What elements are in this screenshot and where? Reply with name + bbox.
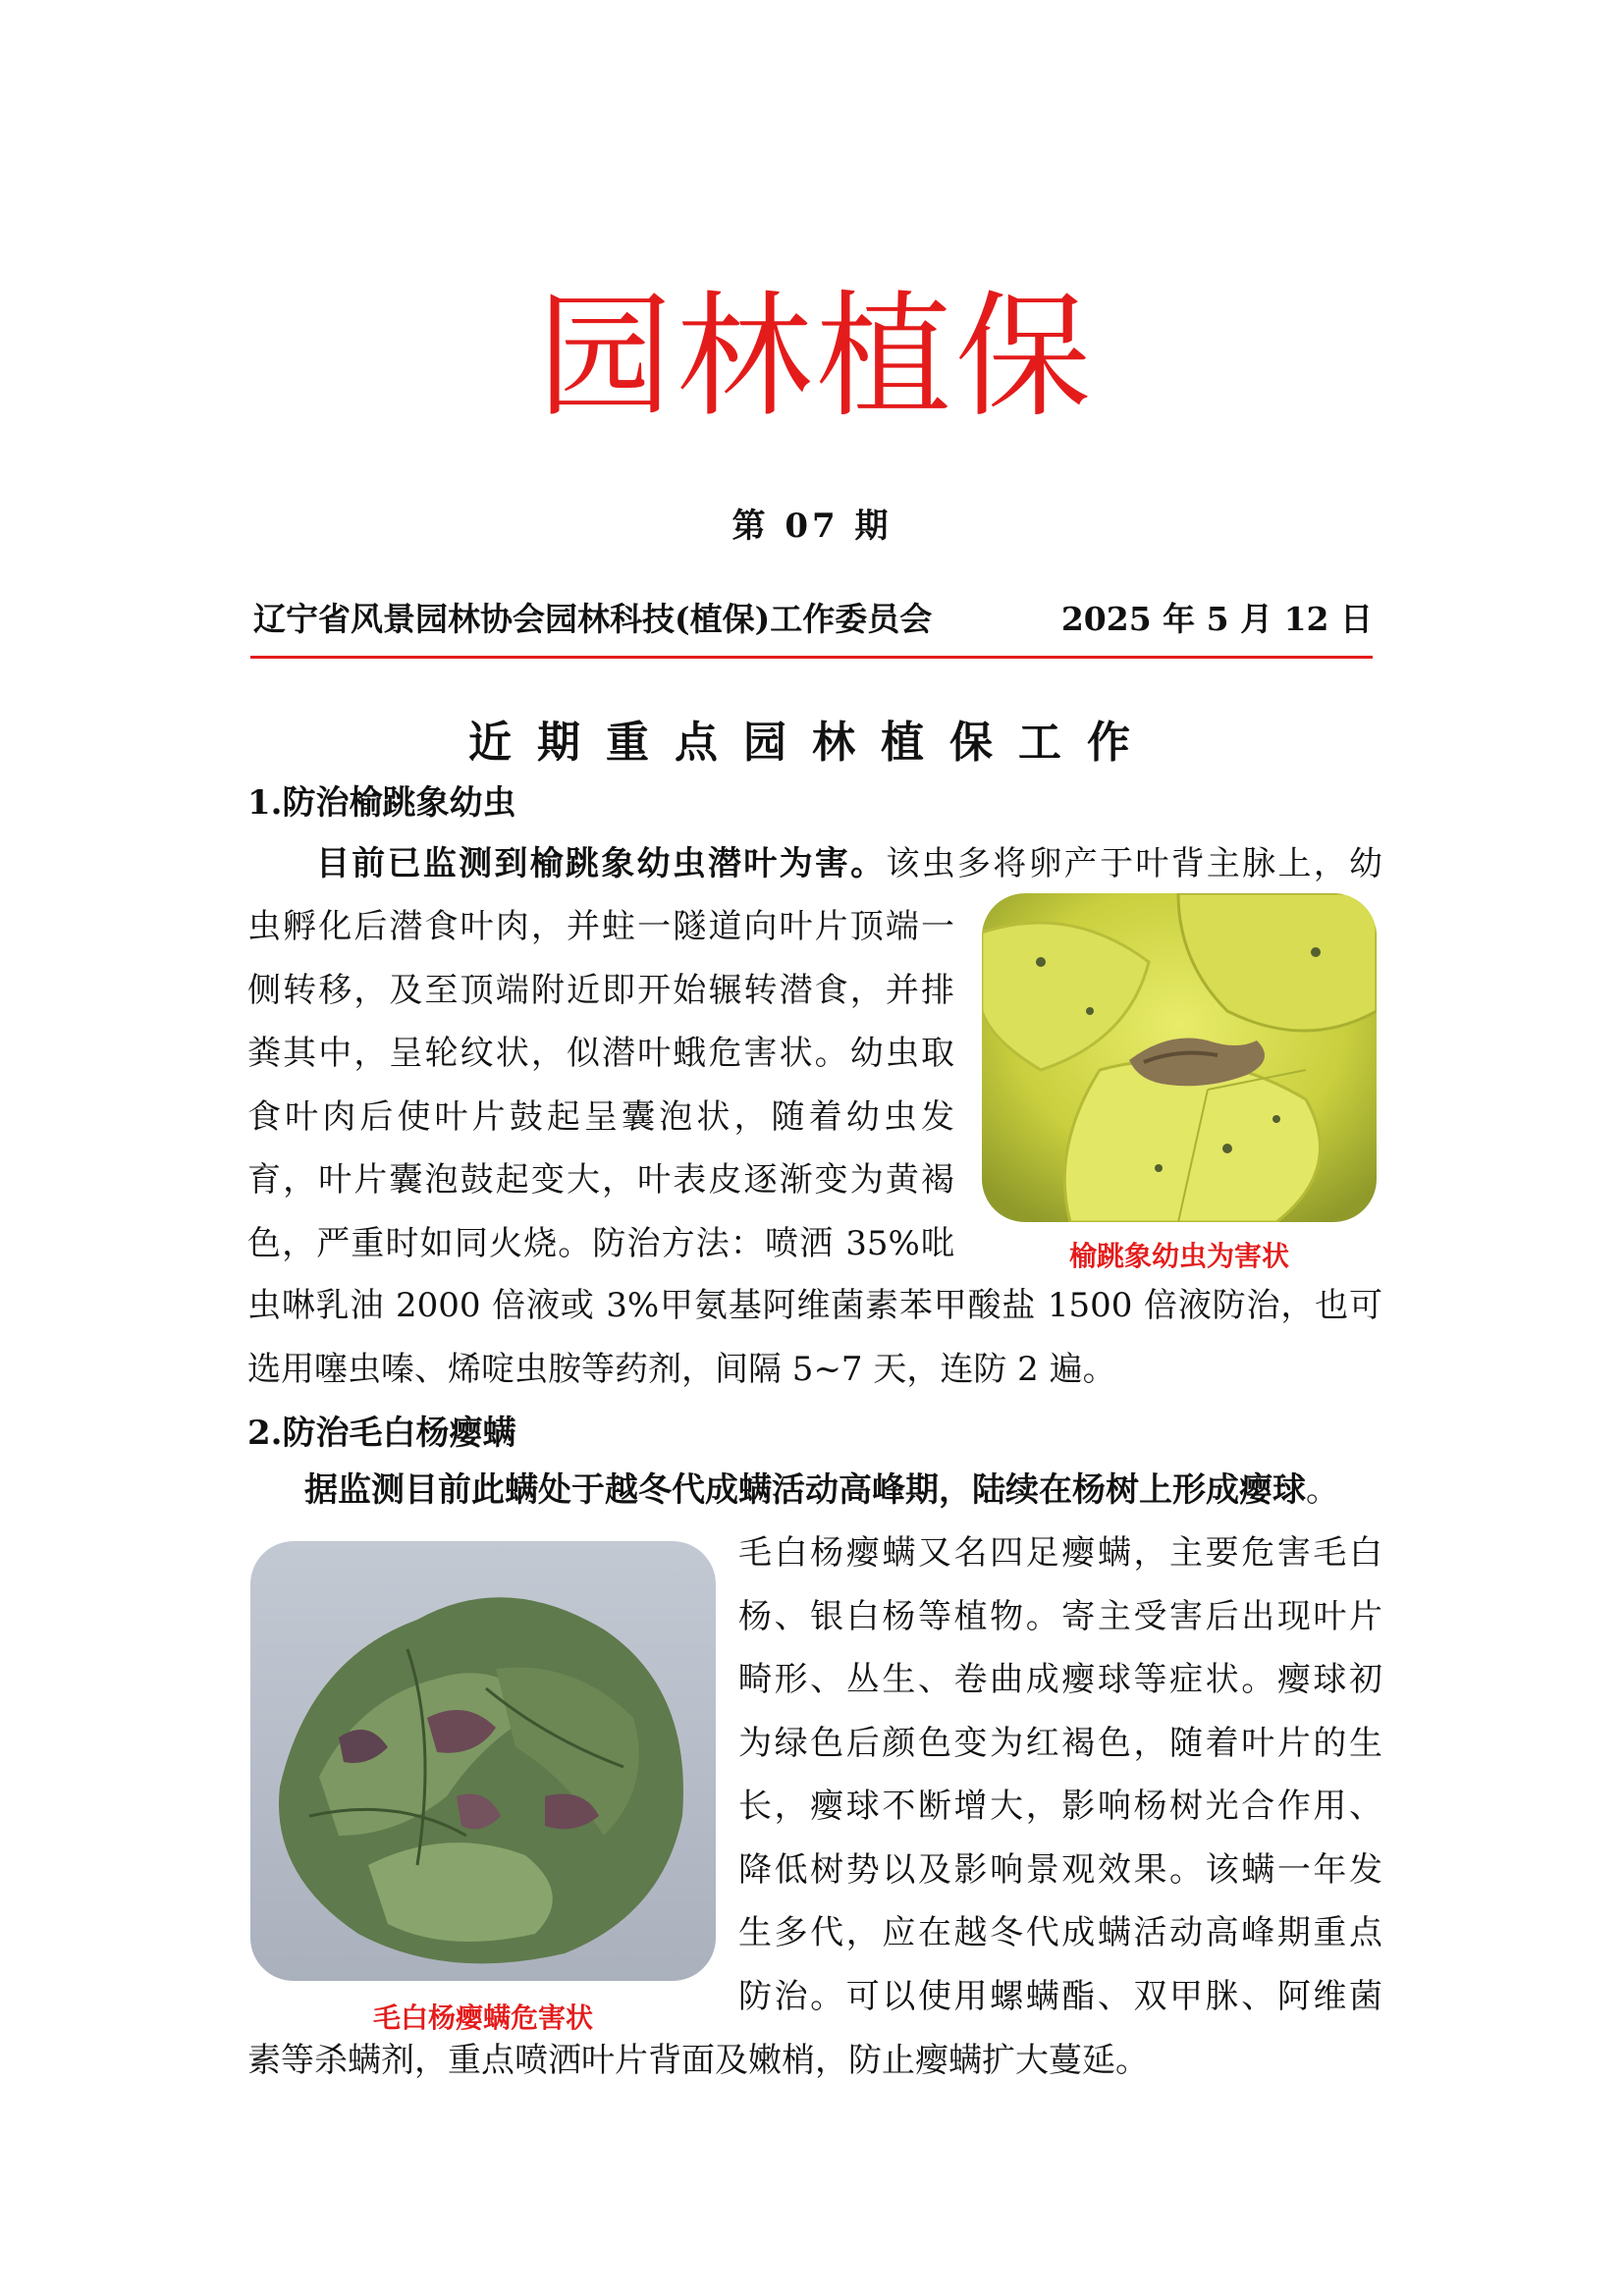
section1-wrap-text xyxy=(247,895,954,1275)
masthead-title: 园林植保 xyxy=(536,278,1095,436)
issue-number: 第 07 期 xyxy=(731,507,893,546)
poplar-gall-mite-photo xyxy=(250,1541,716,1981)
section1-title: 1.防治榆跳象幼虫 xyxy=(247,783,516,823)
publisher-row xyxy=(253,594,1373,640)
header-divider xyxy=(250,656,1373,659)
section1-wrap-line: 育，叶片囊泡鼓起变大，叶表皮逐渐变为黄褐 xyxy=(247,1160,954,1200)
publisher-name: 辽宁省风景园林协会园林科技(植保)工作委员会 xyxy=(253,600,933,638)
section2-lead-rest: 。 xyxy=(1306,1470,1339,1510)
section1-lead-bold: 目前已监测到榆跳象幼虫潜叶为害。 xyxy=(316,844,887,883)
section2-lead xyxy=(304,1459,1394,1522)
publish-date: 2025 年 5 月 12 日 xyxy=(1060,600,1373,638)
section2-tail-line: 素等杀螨剂，重点喷洒叶片背面及嫩梢，防止瘿螨扩大蔓延。 xyxy=(247,2041,1149,2080)
section1-photo-caption: 榆跳象幼虫为害状 xyxy=(1068,1240,1289,1272)
section2-tail-text xyxy=(247,2029,1382,2093)
section2-wrap-line: 降低树势以及影响景观效果。该螨一年发 xyxy=(738,1849,1382,1890)
section2-wrap-line: 杨、银白杨等植物。寄主受害后出现叶片 xyxy=(738,1596,1382,1636)
section2-wrap-line: 防治。可以使用螺螨酯、双甲脒、阿维菌 xyxy=(738,1976,1382,2016)
section2-wrap-text xyxy=(738,1522,1382,2028)
section1-tail-line: 选用噻虫嗪、烯啶虫胺等药剂，间隔 5~7 天，连防 2 遍。 xyxy=(247,1349,1116,1389)
section1-wrap-line: 色，严重时如同火烧。防治方法：喷洒 35%吡 xyxy=(247,1223,954,1263)
section1-wrap-line: 食叶肉后使叶片鼓起呈囊泡状，随着幼虫发 xyxy=(247,1096,954,1137)
section1-tail-text xyxy=(247,1274,1382,1401)
section1-wrap-line: 粪其中，呈轮纹状，似潜叶蛾危害状。幼虫取 xyxy=(247,1034,954,1073)
section1-tail-line: 虫啉乳油 2000 倍液或 3%甲氨基阿维菌素苯甲酸盐 1500 倍液防治，也可 xyxy=(247,1286,1382,1325)
elm-weevil-larva-photo xyxy=(982,893,1377,1222)
section1-wrap-line: 虫孵化后潜食叶肉，并蛀一隧道向叶片顶端一 xyxy=(247,907,954,946)
section2-title: 2.防治毛白杨瘿螨 xyxy=(247,1414,516,1453)
section2-wrap-line: 生多代，应在越冬代成螨活动高峰期重点 xyxy=(738,1913,1382,1952)
section1-lead-rest: 该虫多将卵产于叶背主脉上，幼 xyxy=(886,844,1383,883)
page-heading: 近期重点园林植保工作 xyxy=(468,718,1156,768)
section2-lead-bold: 据监测目前此螨处于越冬代成螨活动高峰期，陆续在杨树上形成瘿球 xyxy=(304,1470,1306,1510)
section2-photo-caption: 毛白杨瘿螨危害状 xyxy=(372,2002,593,2034)
section1-wrap-line: 侧转移，及至顶端附近即开始辗转潜食，并排 xyxy=(247,970,954,1010)
section2-wrap-line: 为绿色后颜色变为红褐色，随着叶片的生 xyxy=(738,1723,1382,1763)
section2-wrap-line: 畸形、丛生、卷曲成瘿球等症状。瘿球初 xyxy=(738,1660,1382,1699)
section2-wrap-line: 长，瘿球不断增大，影响杨树光合作用、 xyxy=(738,1787,1382,1826)
section2-wrap-line: 毛白杨瘿螨又名四足瘿螨，主要危害毛白 xyxy=(738,1533,1382,1573)
section1-lead xyxy=(316,832,1382,896)
